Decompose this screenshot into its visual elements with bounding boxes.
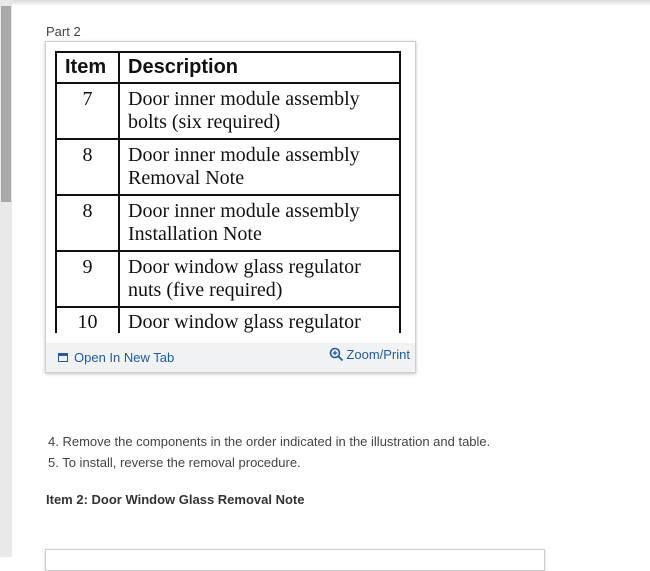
table-row [56,83,400,139]
row-item: 10 [56,307,119,333]
procedure-steps [48,431,490,473]
open-in-new-tab-label: Open In New Tab [74,350,175,365]
row-item: 9 [56,251,119,307]
zoom-print-link[interactable] [329,347,410,362]
parts-table-image [55,51,401,333]
scrollbar-track[interactable] [0,0,12,557]
parts-table [55,51,401,333]
figure-card [45,41,416,373]
step-item: 5. To install, reverse the removal procedure. [48,455,301,470]
table-row [56,307,400,333]
table-row [56,139,400,195]
row-description: Door inner module assembly Installation Note [119,195,400,251]
table-row [56,251,400,307]
zoom-print-label: Zoom/Print [346,347,410,362]
table-header-row [56,52,400,83]
top-shadow [0,0,650,6]
row-description: Door inner module assembly Removal Note [119,139,400,195]
section-subheading: Item 2: Door Window Glass Removal Note [46,492,305,507]
header-item: Item [56,52,119,83]
part-label: Part 2 [46,24,81,39]
step-item: 4. Remove the components in the order indicated in the illustration and table. [48,434,491,449]
table-row [56,195,400,251]
row-item: 8 [56,195,119,251]
row-item: 7 [56,83,119,139]
row-description: Door window glass regulator [119,307,400,333]
row-item: 8 [56,139,119,195]
figure-toolbar [46,343,415,372]
open-new-tab-icon [58,353,68,362]
row-description: Door window glass regulator nuts (five required) [119,251,400,307]
zoom-in-icon [329,347,344,362]
scrollbar-thumb[interactable] [1,6,11,202]
header-description: Description [119,52,400,83]
row-description: Door inner module assembly bolts (six required) [119,83,400,139]
next-figure-card [45,549,545,571]
open-in-new-tab-link[interactable] [58,350,174,365]
